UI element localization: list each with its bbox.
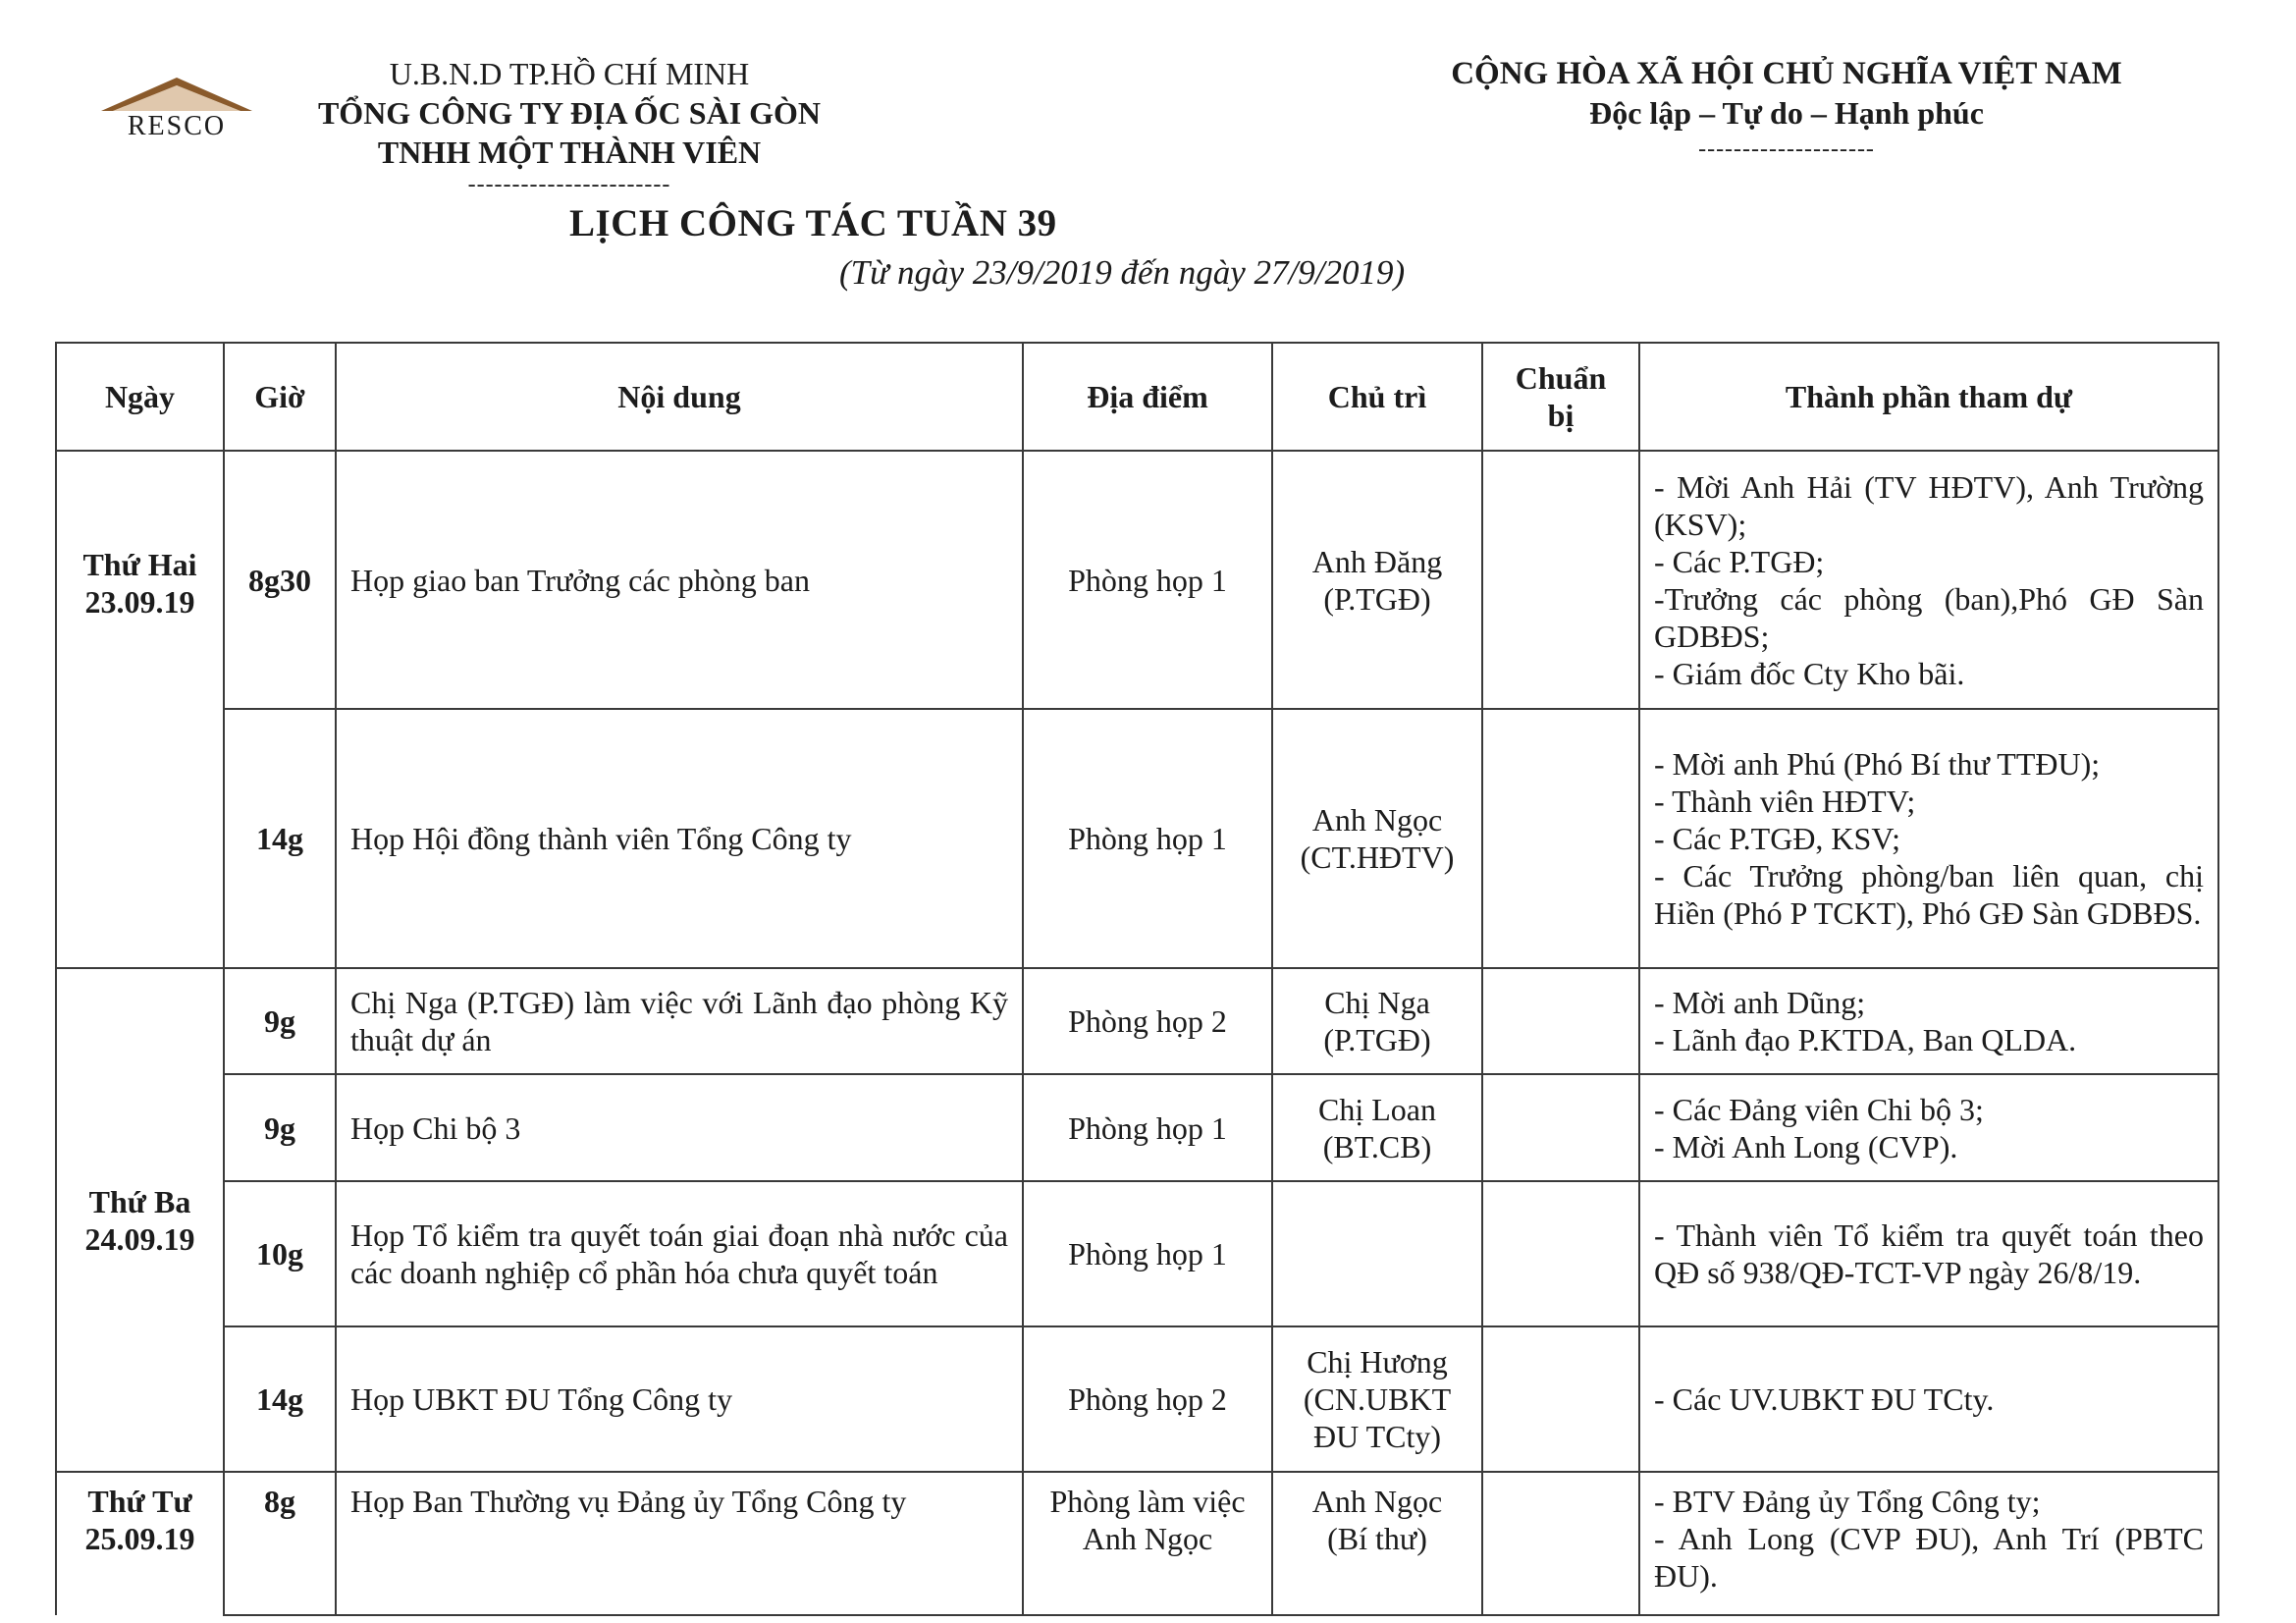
chair-cell bbox=[1272, 1472, 1482, 1615]
attendee-line: - Các UV.UBKT ĐU TCty. bbox=[1654, 1381, 1995, 1417]
time-cell: 14g bbox=[224, 709, 336, 968]
time-cell: 10g bbox=[224, 1181, 336, 1326]
chair-cell bbox=[1272, 709, 1482, 968]
place-cell bbox=[1023, 1472, 1272, 1615]
time-cell: 8g30 bbox=[224, 451, 336, 709]
col-header-chair: Chủ trì bbox=[1272, 343, 1482, 451]
col-header-attendees: Thành phần tham dự bbox=[1639, 343, 2218, 451]
time-cell: 9g bbox=[224, 968, 336, 1074]
attendees-cell bbox=[1639, 709, 2218, 968]
place-cell: Phòng họp 1 bbox=[1023, 451, 1272, 709]
chair-line: Chị Loan bbox=[1318, 1091, 1436, 1127]
prep-cell bbox=[1482, 709, 1639, 968]
table-row bbox=[56, 1074, 2218, 1181]
time-cell: 14g bbox=[224, 1326, 336, 1472]
prep-cell bbox=[1482, 451, 1639, 709]
prep-cell bbox=[1482, 1472, 1639, 1615]
day-name: Thứ Ba bbox=[88, 1183, 191, 1219]
chair-cell bbox=[1272, 451, 1482, 709]
day-date: 23.09.19 bbox=[84, 584, 195, 620]
day-cell-monday bbox=[56, 451, 224, 968]
content-cell: Họp UBKT ĐU Tổng Công ty bbox=[336, 1326, 1023, 1472]
day-name: Thứ Tư bbox=[87, 1484, 192, 1519]
day-date: 24.09.19 bbox=[84, 1220, 195, 1257]
chair-line: ĐU TCty) bbox=[1312, 1419, 1442, 1454]
attendee-line: - Các Trưởng phòng/ban liên quan, chị Hiền (Phó P TCKT), Phó GĐ Sàn GDBĐS. bbox=[1654, 858, 2204, 931]
prep-cell bbox=[1482, 1181, 1639, 1326]
table-row bbox=[56, 709, 2218, 968]
place-line: Anh Ngọc bbox=[1082, 1521, 1213, 1556]
table-row bbox=[56, 1472, 2218, 1615]
chair-line: (P.TGĐ) bbox=[1323, 580, 1431, 617]
attendees-cell bbox=[1639, 451, 2218, 709]
attendee-line: - Lãnh đạo P.KTDA, Ban QLDA. bbox=[1654, 1022, 2077, 1057]
table-row bbox=[56, 1326, 2218, 1472]
chair-line: Chị Nga bbox=[1324, 985, 1430, 1020]
attendee-line: - Giám đốc Cty Kho bãi. bbox=[1654, 655, 1965, 691]
attendee-line: - Các Đảng viên Chi bộ 3; bbox=[1654, 1091, 1984, 1127]
chair-cell bbox=[1272, 1326, 1482, 1472]
content-cell: Họp Tổ kiểm tra quyết toán giai đoạn nhà nước của các doanh nghiệp cổ phần hóa chưa quyết toán bbox=[336, 1181, 1023, 1326]
prep-cell bbox=[1482, 968, 1639, 1074]
attendees-cell bbox=[1639, 968, 2218, 1074]
attendee-line: - Anh Long (CVP ĐU), Anh Trí (PBTC ĐU). bbox=[1654, 1521, 2204, 1594]
nation-divider: -------------------- bbox=[1698, 136, 1875, 162]
attendees-cell bbox=[1639, 1326, 2218, 1472]
col-header-time: Giờ bbox=[224, 343, 336, 451]
attendees-cell bbox=[1639, 1472, 2218, 1615]
col-header-place: Địa điểm bbox=[1023, 343, 1272, 451]
chair-line: (CT.HĐTV) bbox=[1300, 839, 1455, 875]
chair-line: (P.TGĐ) bbox=[1323, 1022, 1431, 1057]
chair-line: (Bí thư) bbox=[1327, 1521, 1427, 1556]
day-date: 25.09.19 bbox=[84, 1521, 195, 1556]
col-header-day: Ngày bbox=[56, 343, 224, 451]
attendee-line: -Trưởng các phòng (ban),Phó GĐ Sàn GDBĐS; bbox=[1654, 580, 2204, 654]
chair-line: (CN.UBKT bbox=[1303, 1381, 1452, 1417]
nation-line-1: CỘNG HÒA XÃ HỘI CHỦ NGHĨA VIỆT NAM bbox=[1451, 56, 2122, 91]
org-line-2: TỔNG CÔNG TY ĐỊA ỐC SÀI GÒN bbox=[317, 95, 822, 131]
time-cell: 9g bbox=[224, 1074, 336, 1181]
attendee-line: - Các P.TGĐ; bbox=[1654, 543, 1825, 579]
org-line-3: TNHH MỘT THÀNH VIÊN bbox=[377, 135, 762, 170]
col-header-prep-line-2: bị bbox=[1547, 398, 1575, 433]
chair-cell bbox=[1272, 968, 1482, 1074]
attendee-line: - Thành viên HĐTV; bbox=[1654, 784, 1916, 819]
attendee-line: - Mời Anh Long (CVP). bbox=[1654, 1128, 1958, 1164]
page-title: LỊCH CÔNG TÁC TUẦN 39 bbox=[569, 202, 1057, 244]
place-line: Phòng làm việc bbox=[1049, 1484, 1246, 1519]
table-header-row bbox=[56, 343, 2218, 451]
place-cell: Phòng họp 1 bbox=[1023, 709, 1272, 968]
attendee-line: - Các P.TGĐ, KSV; bbox=[1654, 821, 1900, 856]
table-row bbox=[56, 1181, 2218, 1326]
chair-line: Anh Ngọc bbox=[1311, 802, 1443, 838]
national-header bbox=[1315, 54, 2258, 166]
page-subtitle: (Từ ngày 23/9/2019 đến ngày 27/9/2019) bbox=[839, 253, 1406, 292]
content-cell: Họp Ban Thường vụ Đảng ủy Tổng Công ty bbox=[336, 1472, 1023, 1615]
time-cell: 8g bbox=[224, 1472, 336, 1615]
chair-line: Anh Ngọc bbox=[1311, 1484, 1443, 1519]
prep-cell bbox=[1482, 1326, 1639, 1472]
attendees-cell bbox=[1639, 1181, 2218, 1326]
content-cell: Họp giao ban Trưởng các phòng ban bbox=[336, 451, 1023, 709]
chair-line: (BT.CB) bbox=[1322, 1128, 1432, 1164]
chair-cell bbox=[1272, 1181, 1482, 1326]
col-header-prep-line-1: Chuẩn bbox=[1515, 360, 1607, 396]
prep-cell bbox=[1482, 1074, 1639, 1181]
content-cell: Họp Hội đồng thành viên Tổng Công ty bbox=[336, 709, 1023, 968]
col-header-prep bbox=[1482, 343, 1639, 451]
col-header-content: Nội dung bbox=[336, 343, 1023, 451]
attendee-line: - Mời anh Phú (Phó Bí thư TTĐU); bbox=[1654, 746, 2101, 782]
day-name: Thứ Hai bbox=[82, 547, 197, 582]
table-row bbox=[56, 451, 2218, 709]
place-cell: Phòng họp 1 bbox=[1023, 1181, 1272, 1326]
attendee-line: - BTV Đảng ủy Tổng Công ty; bbox=[1654, 1484, 2041, 1519]
schedule-table bbox=[55, 342, 2219, 1616]
chair-line: Chị Hương bbox=[1307, 1344, 1448, 1380]
chair-line: Anh Đăng bbox=[1311, 543, 1443, 579]
logo-text: RESCO bbox=[127, 111, 227, 141]
nation-line-2: Độc lập – Tự do – Hạnh phúc bbox=[1589, 95, 1984, 131]
content-cell: Họp Chi bộ 3 bbox=[336, 1074, 1023, 1181]
attendee-line: - Mời anh Dũng; bbox=[1654, 985, 1866, 1020]
place-cell: Phòng họp 2 bbox=[1023, 1326, 1272, 1472]
place-cell: Phòng họp 1 bbox=[1023, 1074, 1272, 1181]
organization-header bbox=[216, 54, 923, 197]
place-cell: Phòng họp 2 bbox=[1023, 968, 1272, 1074]
attendee-line: - Mời Anh Hải (TV HĐTV), Anh Trường (KSV); bbox=[1654, 468, 2204, 542]
org-line-1: U.B.N.D TP.HỒ CHÍ MINH bbox=[389, 56, 750, 91]
attendee-line: - Thành viên Tổ kiểm tra quyết toán theo QĐ số 938/QĐ-TCT-VP ngày 26/8/19. bbox=[1654, 1217, 2204, 1290]
org-divider: ----------------------- bbox=[467, 172, 671, 197]
table-row bbox=[56, 968, 2218, 1074]
attendees-cell bbox=[1639, 1074, 2218, 1181]
day-cell-wednesday bbox=[56, 1472, 224, 1615]
day-cell-tuesday bbox=[56, 968, 224, 1472]
content-cell: Chị Nga (P.TGĐ) làm việc với Lãnh đạo phòng Kỹ thuật dự án bbox=[336, 968, 1023, 1074]
chair-cell bbox=[1272, 1074, 1482, 1181]
